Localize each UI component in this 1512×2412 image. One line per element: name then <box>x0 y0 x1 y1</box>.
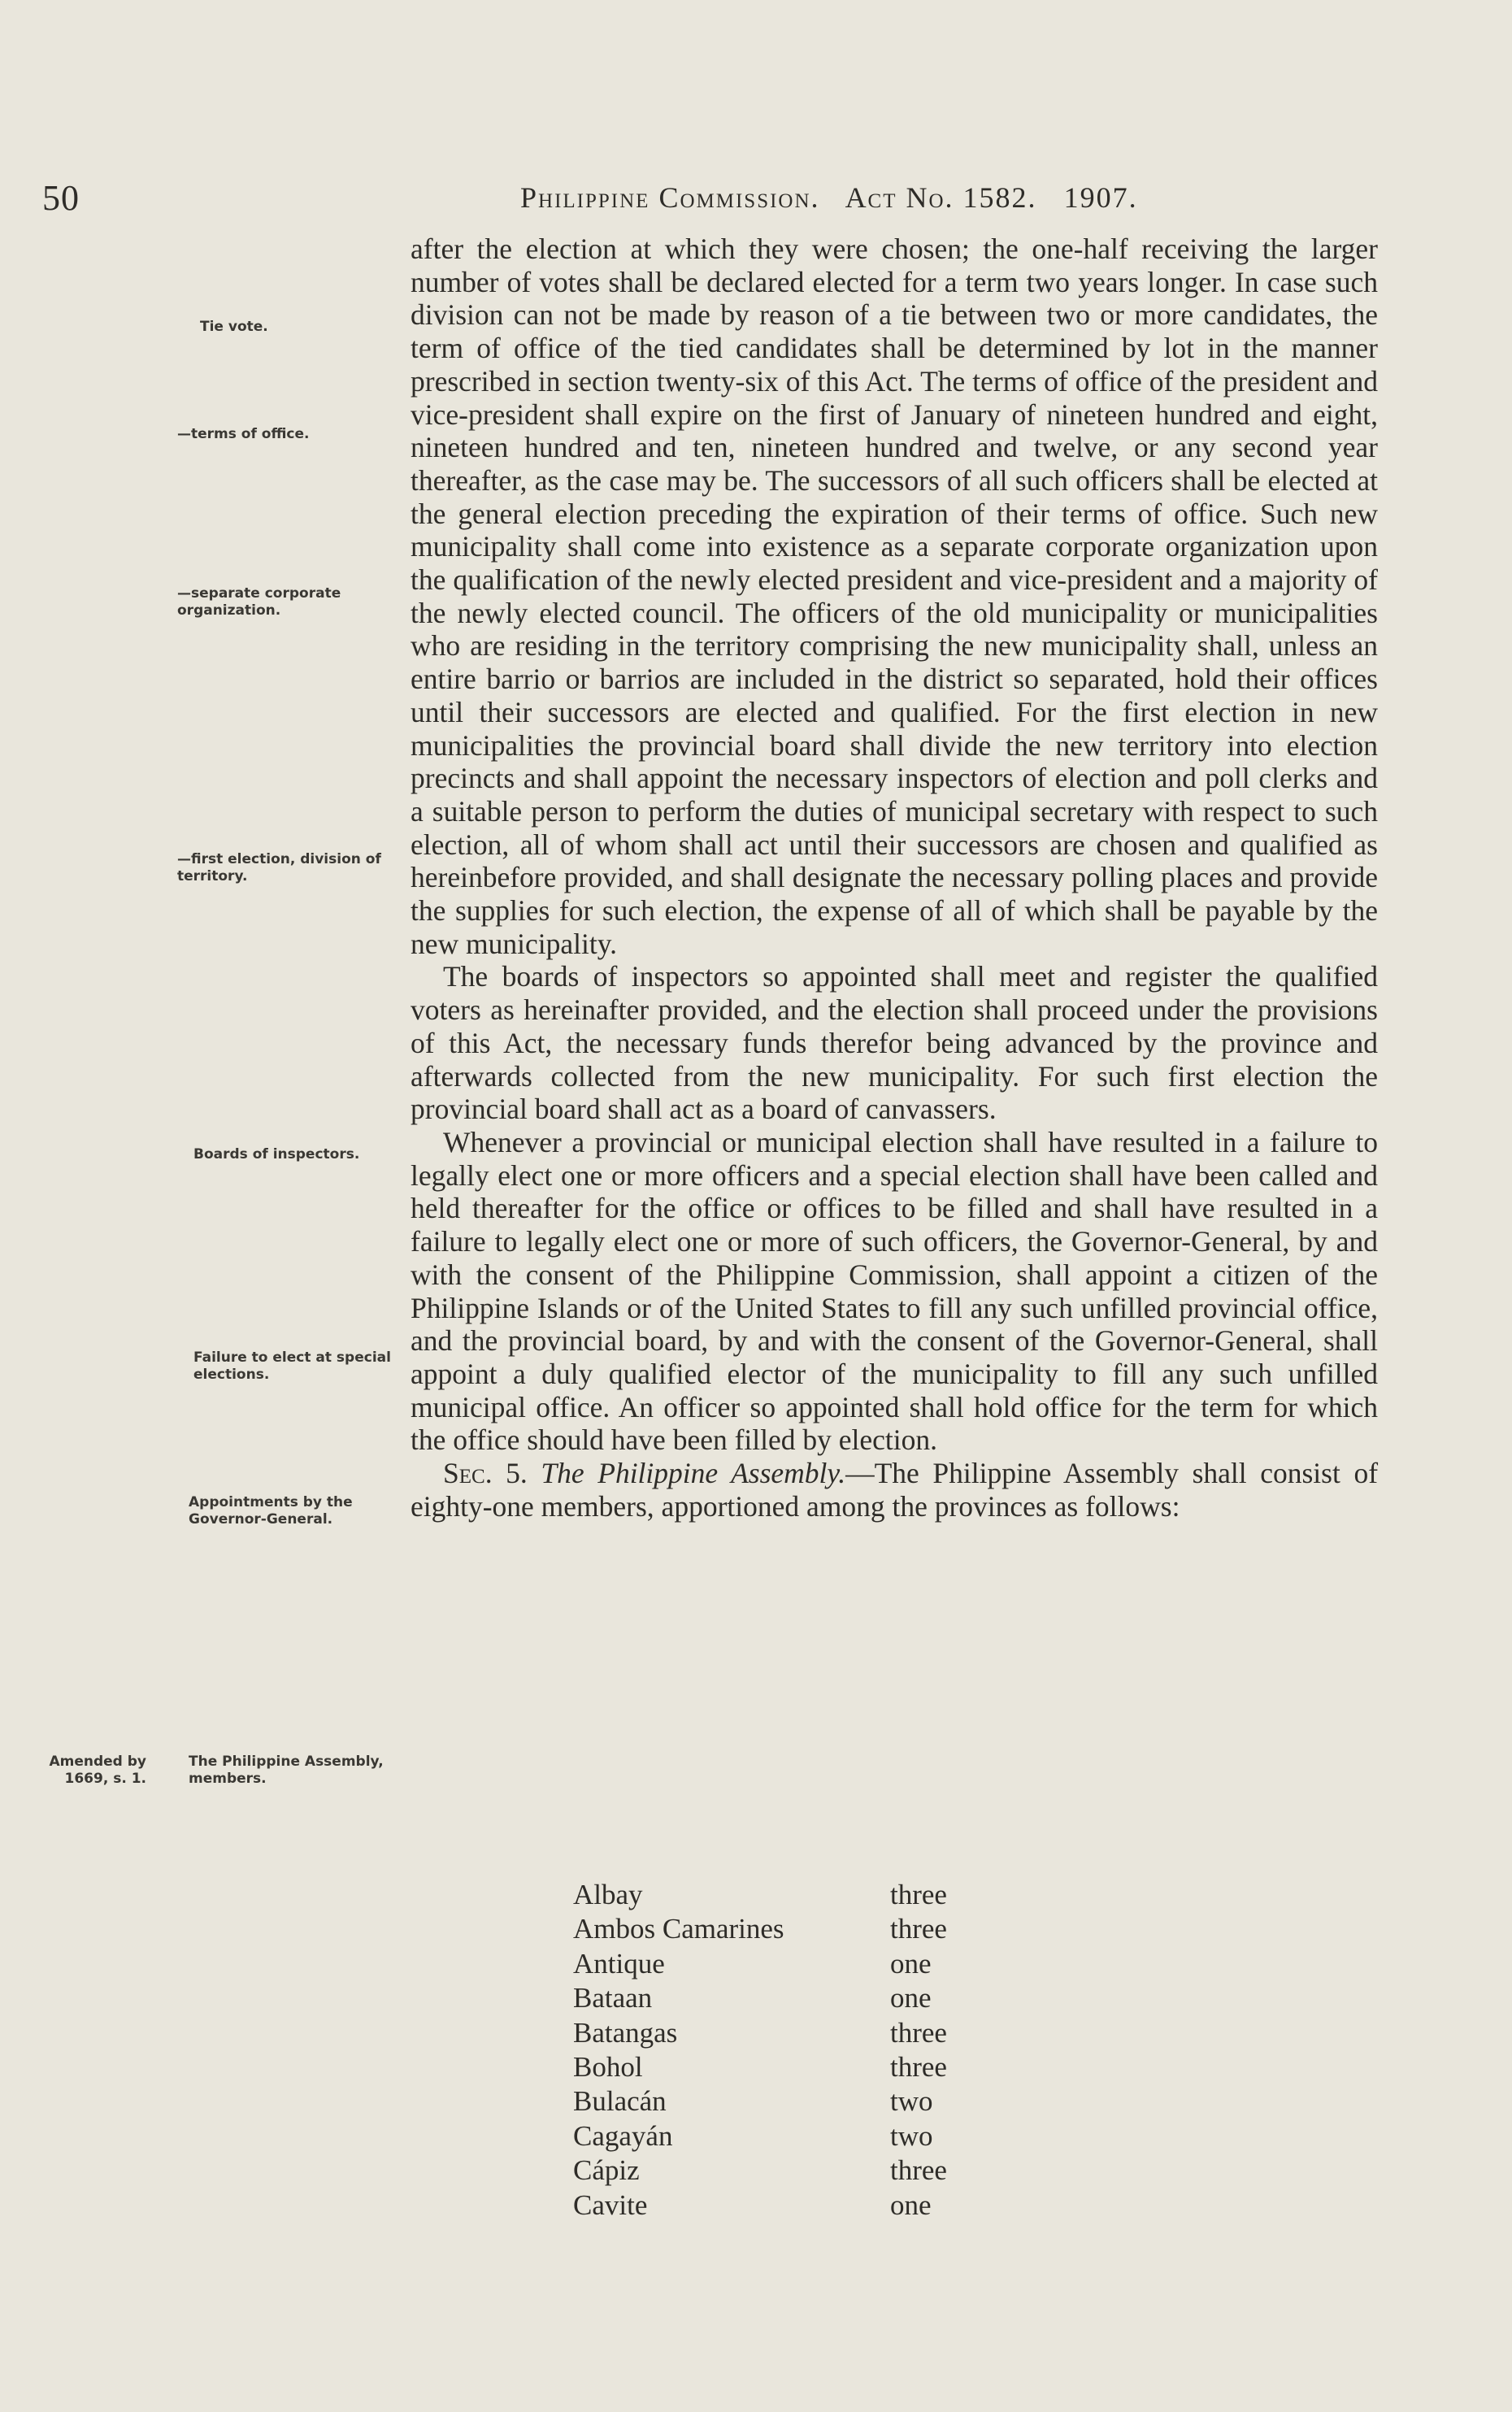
province-row <box>573 2119 996 2153</box>
margin-note-boards-of-inspectors: Boards of inspectors. <box>193 1146 360 1163</box>
province-row <box>573 2084 996 2119</box>
province-count: two <box>890 2085 933 2118</box>
running-head <box>520 180 1382 215</box>
province-row <box>573 2188 996 2223</box>
province-count: three <box>890 1913 947 1945</box>
running-head-year: 1907. <box>1063 181 1138 214</box>
section-text: —The Philippine Assembly shall consist of eighty-one members, apportioned among the provinces as follows: <box>411 1457 1379 1523</box>
province-count: three <box>890 2016 947 2049</box>
province-row <box>573 2153 996 2188</box>
province-name: Bulacán <box>573 2085 667 2118</box>
province-count: one <box>890 1947 932 1980</box>
page-number: 50 <box>42 178 80 218</box>
margin-note-appointments: Appointments by the Governor-General. <box>189 1494 353 1528</box>
province-row <box>573 2016 996 2050</box>
province-name: Bataan <box>573 1982 653 2014</box>
province-count: three <box>890 1879 947 1910</box>
province-name: Bohol <box>573 2051 643 2084</box>
province-count: one <box>890 2188 932 2221</box>
paragraph-boards: The boards of inspectors so appointed shall meet and register the qualified voters as hereinafter provided, and the election shall proceed under the provisions of this Act, the necessary funds therefor being advanced by the province and afterwards collected from the new municipality. For such first election the provincial board shall act as a board of canvassers. <box>411 960 1378 1126</box>
province-name: Cápiz <box>573 2154 640 2187</box>
margin-note-amended: Amended by 1669, s. 1. <box>49 1754 146 1787</box>
province-row <box>573 2050 996 2084</box>
body-text <box>411 233 1378 1523</box>
province-name: Cavite <box>573 2188 648 2221</box>
province-row <box>573 1947 996 1981</box>
section-title: The Philippine Assembly. <box>541 1457 846 1490</box>
province-name: Cagayán <box>573 2119 673 2152</box>
running-head-act: Act No. 1582. <box>845 181 1037 214</box>
margin-note-failure-to-elect: Failure to elect at special elections. <box>193 1349 391 1383</box>
margin-note-first-election: —first election, division of territory. <box>177 851 381 884</box>
province-row <box>573 1981 996 2015</box>
margin-note-terms-of-office: —terms of office. <box>177 426 310 442</box>
margin-note-separate-corporate: —separate corporate organization. <box>177 585 341 619</box>
province-count: three <box>890 2154 947 2187</box>
margin-note-assembly-members: The Philippine Assembly, members. <box>189 1754 384 1787</box>
province-row <box>573 1912 996 1946</box>
running-head-title: Philippine Commission. <box>520 181 820 214</box>
province-name: Albay <box>573 1879 643 1910</box>
province-row <box>573 1878 996 1912</box>
province-list <box>573 1878 996 2223</box>
margin-note-tie-vote: Tie vote. <box>200 319 268 335</box>
province-name: Antique <box>573 1947 665 1980</box>
province-count: two <box>890 2119 933 2152</box>
province-name: Ambos Camarines <box>573 1913 784 1945</box>
section-label: Sec. 5. <box>443 1457 528 1490</box>
section-5-paragraph <box>411 1457 1378 1523</box>
province-count: three <box>890 2051 947 2084</box>
paragraph-terms: after the election at which they were chosen; the one-half receiving the larger number of votes shall be declared elected for a term two years longer. In case such division can not be made by reason of a tie between two or more candidates, the term of office of the tied candidates shall be determined by lot in the manner prescribed in section twenty-six of this Act. The terms of office of the president and vice-president shall expire on the first of January of nineteen hundred and eight, nineteen hundred and ten, nineteen hundred and twelve, or any second year thereafter, as the case may be. The successors of all such officers shall be elected at the general election preceding the expiration of their terms of office. Such new municipality shall come into existence as a separate corporate organization upon the qualification of the newly elected president and vice-president and a majority of the newly elected council. The officers of the old municipality or municipalities who are residing in the territory comprising the new municipality shall, unless an entire barrio or barrios are included in the district so separated, hold their offices until their successors are elected and qualified. For the first election in new municipalities the provincial board shall divide the new territory into election precincts and shall appoint the necessary inspectors of election and poll clerks and a suitable person to perform the duties of municipal secretary with respect to such election, all of whom shall act until their successors are chosen and qualified as hereinbefore provided, and shall designate the necessary polling places and provide the supplies for such election, the expense of all of which shall be payable by the new municipality. <box>411 233 1378 960</box>
province-count: one <box>890 1982 932 2014</box>
paragraph-failure: Whenever a provincial or municipal election shall have resulted in a failure to legally elect one or more officers and a special election shall have been called and held thereafter for the office or offices to be filled and shall have resulted in a failure to legally elect one or more of such officers, the Governor-General, by and with the consent of the Philippine Commission, shall appoint a citizen of the Philippine Islands or of the United States to fill any such unfilled provincial office, and the provincial board, by and with the consent of the Governor-General, shall appoint a duly qualified elector of the municipality to fill any such unfilled municipal office. An officer so appointed shall hold office for the term for which the office should have been filled by election. <box>411 1125 1378 1457</box>
province-name: Batangas <box>573 2016 678 2049</box>
